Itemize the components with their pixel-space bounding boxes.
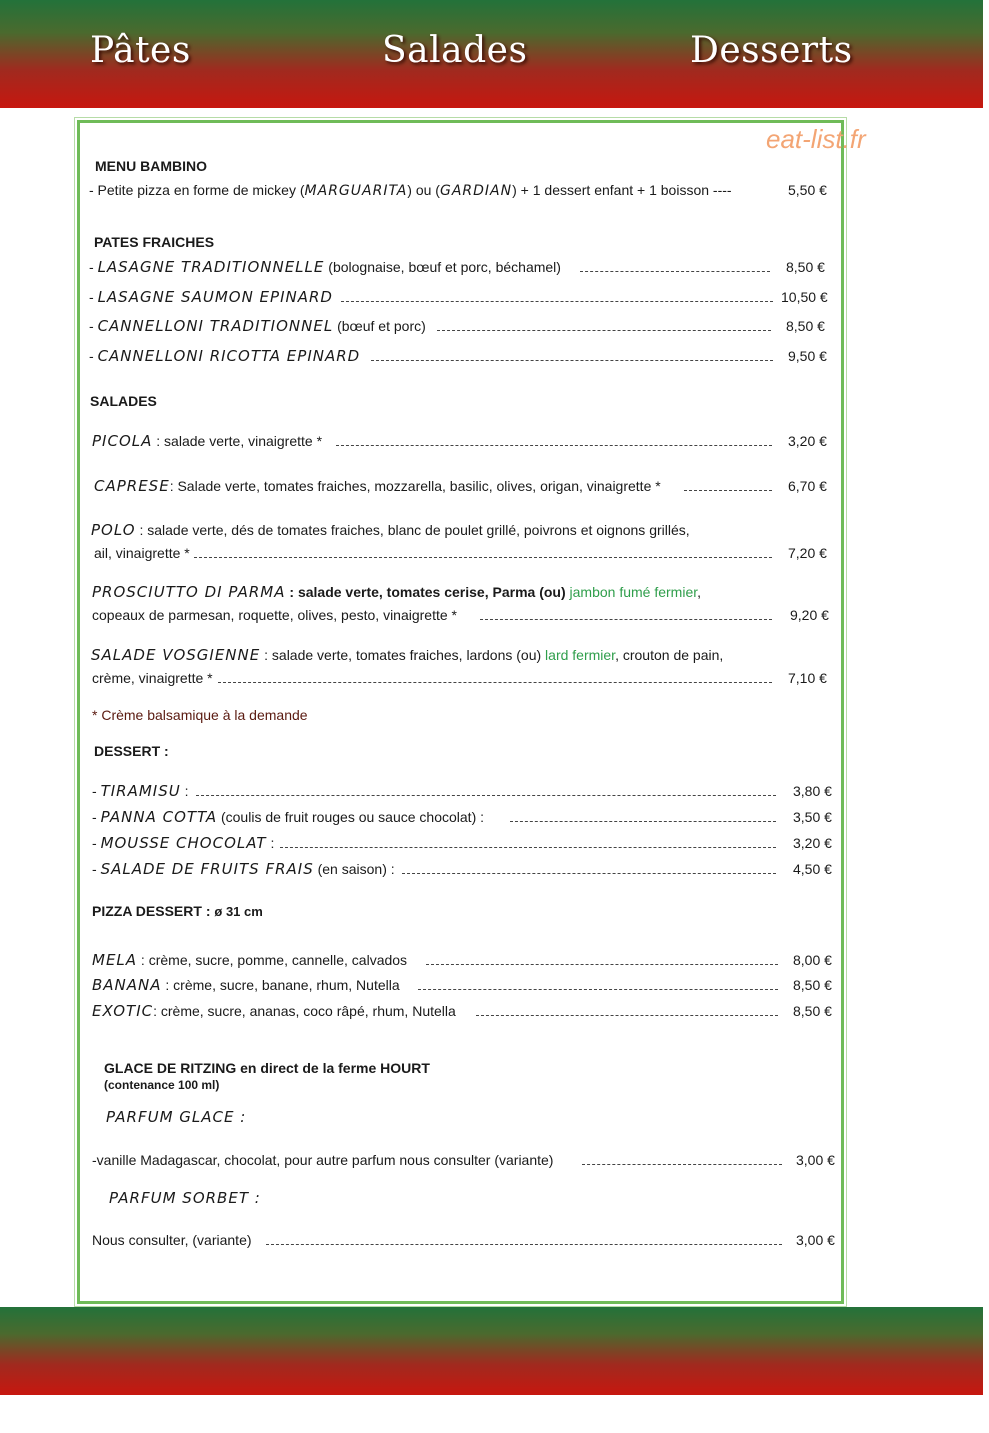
list-item: - MOUSSE CHOCOLAT : [92,834,275,852]
item-price: 3,20 € [788,433,827,449]
leader-dots [341,291,773,302]
leader-dots [371,350,773,361]
item-price: 3,80 € [793,783,832,799]
item-price: 3,20 € [793,835,832,851]
header-salades: Salades [382,30,528,71]
list-item: PICOLA : salade verte, vinaigrette * [92,432,323,450]
item-price: 10,50 € [781,289,828,305]
list-item: PROSCIUTTO DI PARMA : salade verte, tomates cerise, Parma (ou) jambon fumé fermier, [92,583,702,601]
leader-dots [418,979,778,990]
section-title-glace: GLACE DE RITZING en direct de la ferme HOURT [104,1060,430,1076]
item-price: 8,50 € [786,318,825,334]
item-price: 7,20 € [788,545,827,561]
bambino-line: - Petite pizza en forme de mickey (MARGUARITA) ou (GARDIAN) + 1 dessert enfant + 1 boisson ---- [89,182,732,199]
item-price: 3,00 € [796,1232,835,1248]
item-price: 8,50 € [793,977,832,993]
leader-dots [266,1234,782,1245]
leader-dots [476,1005,778,1016]
list-item: - TIRAMISU : [92,782,189,800]
item-price: 9,20 € [790,607,829,623]
leader-dots [582,1154,782,1165]
section-title-pizza-dessert: PIZZA DESSERT : ø 31 cm [92,903,263,919]
item-price: 7,10 € [788,670,827,686]
footer-band [0,1307,983,1395]
list-item: - LASAGNE TRADITIONNELLE (bolognaise, bœuf et porc, béchamel) [89,258,561,276]
list-item: - CANNELLONI RICOTTA EPINARD [89,347,361,365]
leader-dots [336,435,772,446]
list-item: -vanille Madagascar, chocolat, pour autre parfum nous consulter (variante) [92,1152,554,1168]
section-title-salades: SALADES [90,393,157,409]
list-item: POLO : salade verte, dés de tomates fraiches, blanc de poulet grillé, poivrons et oignons grillés, [91,521,690,539]
leader-dots [402,863,776,874]
item-price: 3,00 € [796,1152,835,1168]
list-item: - LASAGNE SAUMON EPINARD [89,288,333,306]
section-title-bambino: MENU BAMBINO [95,158,207,174]
parfum-glace-heading: PARFUM GLACE : [106,1108,247,1126]
header-desserts: Desserts [690,30,853,71]
leader-dots [426,954,778,965]
watermark: eat-list.fr [766,124,866,154]
leader-dots [218,672,772,683]
item-price: 8,50 € [786,259,825,275]
list-item: EXOTIC: crème, sucre, ananas, coco râpé, rhum, Nutella [92,1002,456,1020]
header-pates: Pâtes [90,30,191,71]
list-item-cont: ail, vinaigrette * [94,545,190,561]
list-item: - SALADE DE FRUITS FRAIS (en saison) : [92,860,395,878]
list-item: - CANNELLONI TRADITIONNEL (bœuf et porc) [89,317,426,335]
section-title-dessert: DESSERT : [94,743,169,759]
leader-dots [580,261,770,272]
leader-dots [510,811,776,822]
leader-dots [194,547,772,558]
list-item-cont: crème, vinaigrette * [92,670,213,686]
leader-dots [437,320,771,331]
list-item: Nous consulter, (variante) [92,1232,252,1248]
section-title-pates: PATES FRAICHES [94,234,215,250]
list-item-cont: copeaux de parmesan, roquette, olives, pesto, vinaigrette * [92,607,457,623]
item-price: 8,00 € [793,952,832,968]
item-price: 6,70 € [788,478,827,494]
leader-dots [280,837,776,848]
leader-dots [480,609,772,620]
glace-subtitle: (contenance 100 ml) [104,1078,220,1092]
parfum-sorbet-heading: PARFUM SORBET : [109,1189,261,1207]
leader-dots [196,785,776,796]
list-item: - PANNA COTTA (coulis de fruit rouges ou sauce chocolat) : [92,808,485,826]
list-item: CAPRESE: Salade verte, tomates fraiches, mozzarella, basilic, olives, origan, vinaigrette * [94,477,661,495]
footnote: * Crème balsamique à la demande [92,707,308,723]
item-price: 3,50 € [793,809,832,825]
item-price: 4,50 € [793,861,832,877]
list-item: BANANA : crème, sucre, banane, rhum, Nutella [92,976,400,994]
leader-dots [684,480,772,491]
list-item: SALADE VOSGIENNE : salade verte, tomates fraiches, lardons (ou) lard fermier, crouton de pain, [91,646,724,664]
list-item: MELA : crème, sucre, pomme, cannelle, calvados [92,951,408,969]
bambino-price: 5,50 € [788,182,827,198]
item-price: 9,50 € [788,348,827,364]
item-price: 8,50 € [793,1003,832,1019]
